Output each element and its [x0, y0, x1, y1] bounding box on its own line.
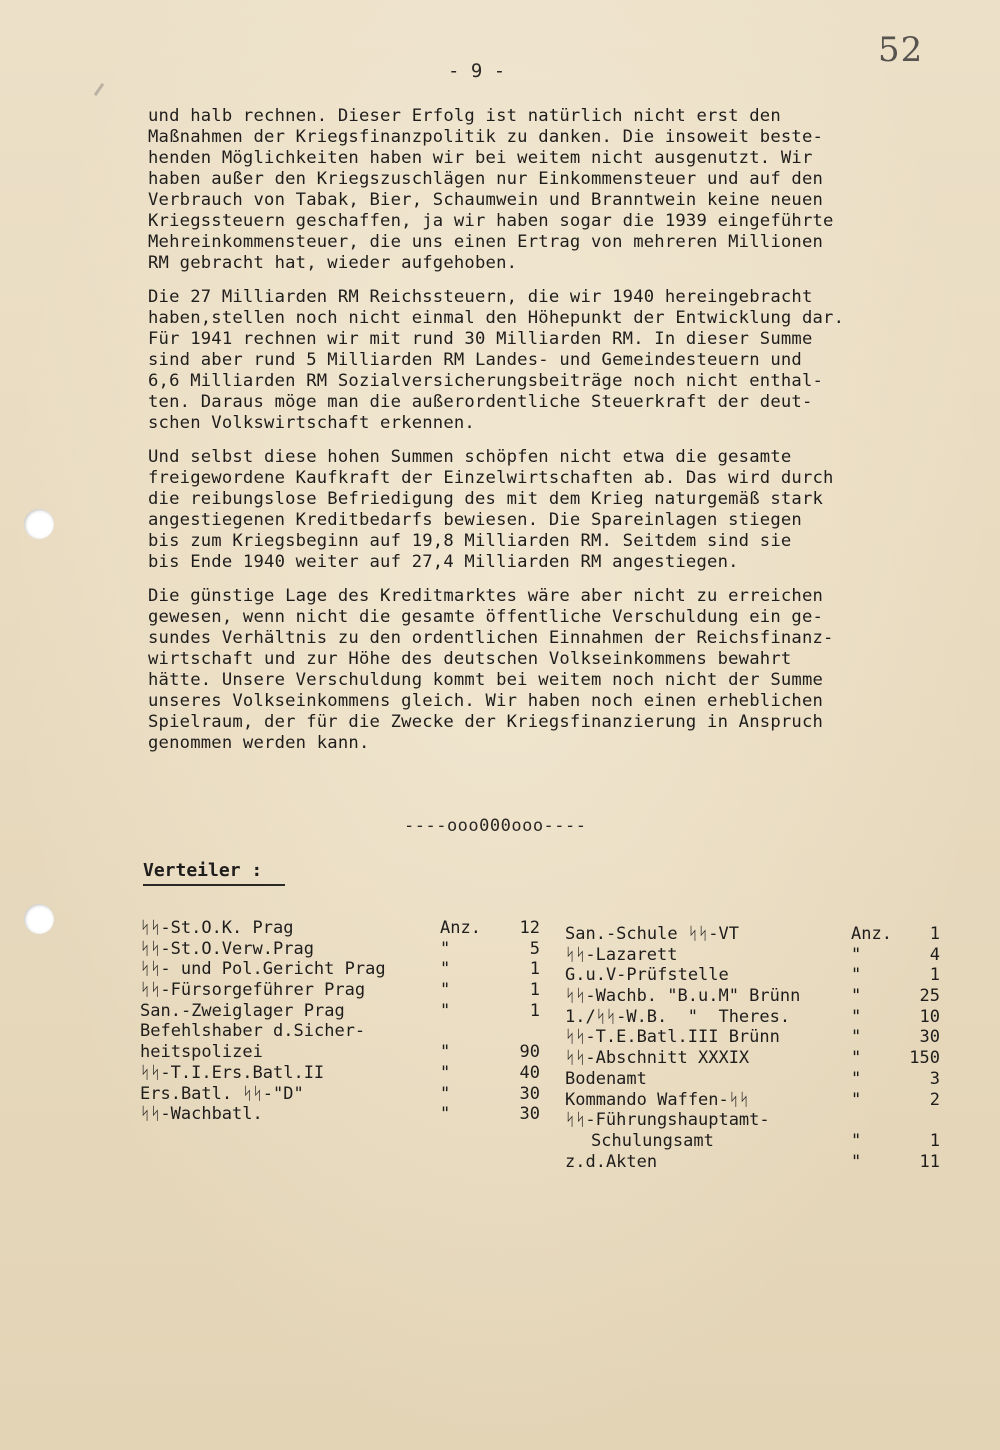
distribution-row	[140, 959, 545, 980]
quantity-label: "	[851, 1130, 862, 1151]
text-line: wirtschaft und zur Höhe des deutschen Volkseinkommens bewahrt	[148, 649, 792, 669]
recipient-name: 1./ᛋᛋ-W.B. " Theres.	[565, 1006, 791, 1027]
distribution-row	[140, 980, 545, 1001]
copy-count: 150	[909, 1048, 940, 1069]
text-line: ten. Daraus möge man die außerordentliche Steuerkraft der deut-	[148, 392, 813, 412]
distribution-row	[565, 965, 945, 986]
recipient-name: Schulungsamt	[591, 1130, 714, 1151]
quantity-label: "	[851, 1027, 862, 1048]
copy-count: 25	[919, 986, 940, 1007]
text-line: Und selbst diese hohen Summen schöpfen nicht etwa die gesamte	[148, 447, 792, 467]
distribution-row	[565, 924, 945, 945]
distribution-row	[565, 1090, 945, 1111]
distribution-list-right	[565, 924, 945, 1172]
text-line: sind aber rund 5 Milliarden RM Landes- und Gemeindesteuern und	[148, 350, 802, 370]
section-divider: ----ooo000ooo----	[404, 816, 587, 836]
text-line: schen Volkswirtschaft erkennen.	[148, 413, 475, 433]
copy-count: 1	[529, 980, 540, 1001]
quantity-label: "	[440, 938, 451, 959]
text-line: RM gebracht hat, wieder aufgehoben.	[148, 253, 518, 273]
copy-count: 1	[529, 1000, 540, 1021]
recipient-name: ᛋᛋ-Fürsorgeführer Prag	[140, 980, 366, 1001]
text-line: hätte. Unsere Verschuldung kommt bei weitem noch nicht der Summe	[148, 670, 824, 690]
distribution-row	[565, 1027, 945, 1048]
distribution-row	[140, 1063, 545, 1084]
copy-count: 2	[929, 1089, 940, 1110]
quantity-label: Anz.	[851, 924, 892, 944]
text-line: bis Ende 1940 weiter auf 27,4 Milliarden RM angestiegen.	[148, 552, 739, 572]
copy-count: 30	[919, 1027, 940, 1048]
text-line: genommen werden kann.	[148, 733, 370, 753]
copy-count: 4	[929, 944, 940, 965]
text-line: Spielraum, der für die Zwecke der Kriegsfinanzierung in Anspruch	[148, 712, 824, 732]
recipient-name: ᛋᛋ-Abschnitt XXXIX	[565, 1048, 750, 1069]
copy-count: 12	[519, 918, 540, 938]
recipient-name: ᛋᛋ-Wachbatl.	[140, 1104, 263, 1125]
quantity-label: "	[440, 1062, 451, 1083]
punch-hole-upper	[24, 509, 54, 539]
recipient-name: ᛋᛋ- und Pol.Gericht Prag	[140, 959, 386, 980]
copy-count: 5	[529, 938, 540, 959]
text-line: angestiegenen Kreditbedarfs bewiesen. Die Spareinlagen stiegen	[148, 510, 802, 530]
copy-count: 1	[929, 965, 940, 986]
quantity-label: "	[440, 959, 451, 980]
recipient-name: ᛋᛋ-T.E.Batl.III Brünn	[565, 1027, 780, 1048]
recipient-name: Bodenamt	[565, 1068, 647, 1089]
recipient-name: ᛋᛋ-Wachb. "B.u.M" Brünn	[565, 986, 801, 1007]
recipient-name: Ers.Batl. ᛋᛋ-"D"	[140, 1083, 304, 1104]
distribution-row	[565, 1131, 945, 1152]
text-line: henden Möglichkeiten haben wir bei weitem nicht ausgenutzt. Wir	[148, 148, 813, 168]
text-line: Mehreinkommensteuer, die uns einen Ertrag von mehreren Millionen	[148, 232, 824, 252]
distribution-row	[565, 945, 945, 966]
copy-count: 90	[519, 1042, 540, 1063]
text-line: Die 27 Milliarden RM Reichssteuern, die wir 1940 hereingebracht	[148, 287, 813, 307]
copy-count: 30	[519, 1083, 540, 1104]
recipient-name: ᛋᛋ-St.O.Verw.Prag	[140, 938, 314, 959]
recipient-name: San.-Zweiglager Prag	[140, 1000, 345, 1021]
recipient-name: ᛋᛋ-T.I.Ers.Batl.II	[140, 1062, 325, 1083]
quantity-label: "	[440, 1042, 451, 1063]
copy-count: 10	[919, 1006, 940, 1027]
paragraph	[148, 447, 988, 573]
text-line: haben außer den Kriegszuschlägen nur Einkommensteuer und auf den	[148, 169, 824, 189]
distribution-row	[565, 1152, 945, 1173]
text-line: die reibungslose Befriedigung des mit dem Krieg naturgemäß stark	[148, 489, 824, 509]
copy-count: 1	[929, 1130, 940, 1151]
distribution-row	[565, 1007, 945, 1028]
text-line: unseres Volkseinkommens gleich. Wir haben noch einen erheblichen	[148, 691, 824, 711]
paragraph	[148, 287, 988, 434]
recipient-name: ᛋᛋ-St.O.K. Prag	[140, 918, 294, 938]
text-line: und halb rechnen. Dieser Erfolg ist natürlich nicht erst den	[148, 106, 781, 126]
copy-count: 30	[519, 1104, 540, 1125]
recipient-name: heitspolizei	[140, 1042, 263, 1063]
distribution-row	[565, 986, 945, 1007]
quantity-label: "	[851, 944, 862, 965]
paragraph	[148, 106, 988, 274]
distribution-row	[140, 1021, 545, 1042]
distribution-row	[565, 1110, 945, 1131]
copy-count: 40	[519, 1062, 540, 1083]
recipient-name: G.u.V-Prüfstelle	[565, 965, 729, 986]
quantity-label: "	[851, 965, 862, 986]
distribution-row	[140, 1001, 545, 1022]
quantity-label: "	[440, 1104, 451, 1125]
copy-count: 1	[529, 959, 540, 980]
quantity-label: "	[851, 1048, 862, 1069]
punch-hole-lower	[24, 904, 54, 934]
distribution-row	[140, 939, 545, 960]
quantity-label: "	[851, 1006, 862, 1027]
quantity-label: "	[851, 1089, 862, 1110]
text-line: Für 1941 rechnen wir mit rund 30 Milliarden RM. In dieser Summe	[148, 329, 813, 349]
verteiler-underline	[143, 884, 285, 886]
quantity-label: "	[440, 1083, 451, 1104]
text-line: freigewordene Kaufkraft der Einzelwirtschaften ab. Das wird durch	[148, 468, 834, 488]
recipient-name: z.d.Akten	[565, 1151, 658, 1172]
distribution-row	[140, 1104, 545, 1125]
text-line: Maßnahmen der Kriegsfinanzpolitik zu danken. Die insoweit beste-	[148, 127, 824, 147]
verteiler-heading: Verteiler :	[143, 860, 263, 881]
text-line: 6,6 Milliarden RM Sozialversicherungsbeiträge noch nicht enthal-	[148, 371, 824, 391]
distribution-row	[565, 1048, 945, 1069]
quantity-label: "	[851, 1068, 862, 1089]
text-line: bis zum Kriegsbeginn auf 19,8 Milliarden RM. Seitdem sind sie	[148, 531, 792, 551]
quantity-label: "	[440, 1000, 451, 1021]
distribution-row	[140, 1042, 545, 1063]
text-line: sundes Verhältnis zu den ordentlichen Einnahmen der Reichsfinanz-	[148, 628, 834, 648]
folio-stamp-number: 52	[878, 30, 924, 70]
recipient-name: Befehlshaber d.Sicher-	[140, 1021, 366, 1042]
text-line: haben,stellen noch nicht einmal den Höhepunkt der Entwicklung dar.	[148, 308, 845, 328]
quantity-label: Anz.	[440, 918, 481, 938]
text-line: gewesen, wenn nicht die gesamte öffentliche Verschuldung ein ge-	[148, 607, 824, 627]
recipient-name: Kommando Waffen-ᛋᛋ	[565, 1089, 750, 1110]
distribution-row	[565, 1069, 945, 1090]
copy-count: 3	[929, 1068, 940, 1089]
pencil-mark	[94, 83, 104, 96]
copy-count: 1	[929, 924, 940, 944]
recipient-name: ᛋᛋ-Führungshauptamt-	[565, 1110, 770, 1131]
distribution-row	[140, 1084, 545, 1105]
distribution-list-left	[140, 918, 545, 1125]
copy-count: 11	[919, 1151, 940, 1172]
text-line: Kriegssteuern geschaffen, ja wir haben sogar die 1939 eingeführte	[148, 211, 834, 231]
page-number: - 9 -	[448, 60, 506, 82]
recipient-name: San.-Schule ᛋᛋ-VT	[565, 924, 739, 944]
distribution-row	[140, 918, 545, 939]
quantity-label: "	[440, 980, 451, 1001]
quantity-label: "	[851, 986, 862, 1007]
quantity-label: "	[851, 1151, 862, 1172]
text-line: Verbrauch von Tabak, Bier, Schaumwein und Branntwein keine neuen	[148, 190, 824, 210]
paragraph	[148, 586, 988, 754]
body-text	[148, 106, 988, 767]
text-line: Die günstige Lage des Kreditmarktes wäre aber nicht zu erreichen	[148, 586, 824, 606]
recipient-name: ᛋᛋ-Lazarett	[565, 944, 678, 965]
